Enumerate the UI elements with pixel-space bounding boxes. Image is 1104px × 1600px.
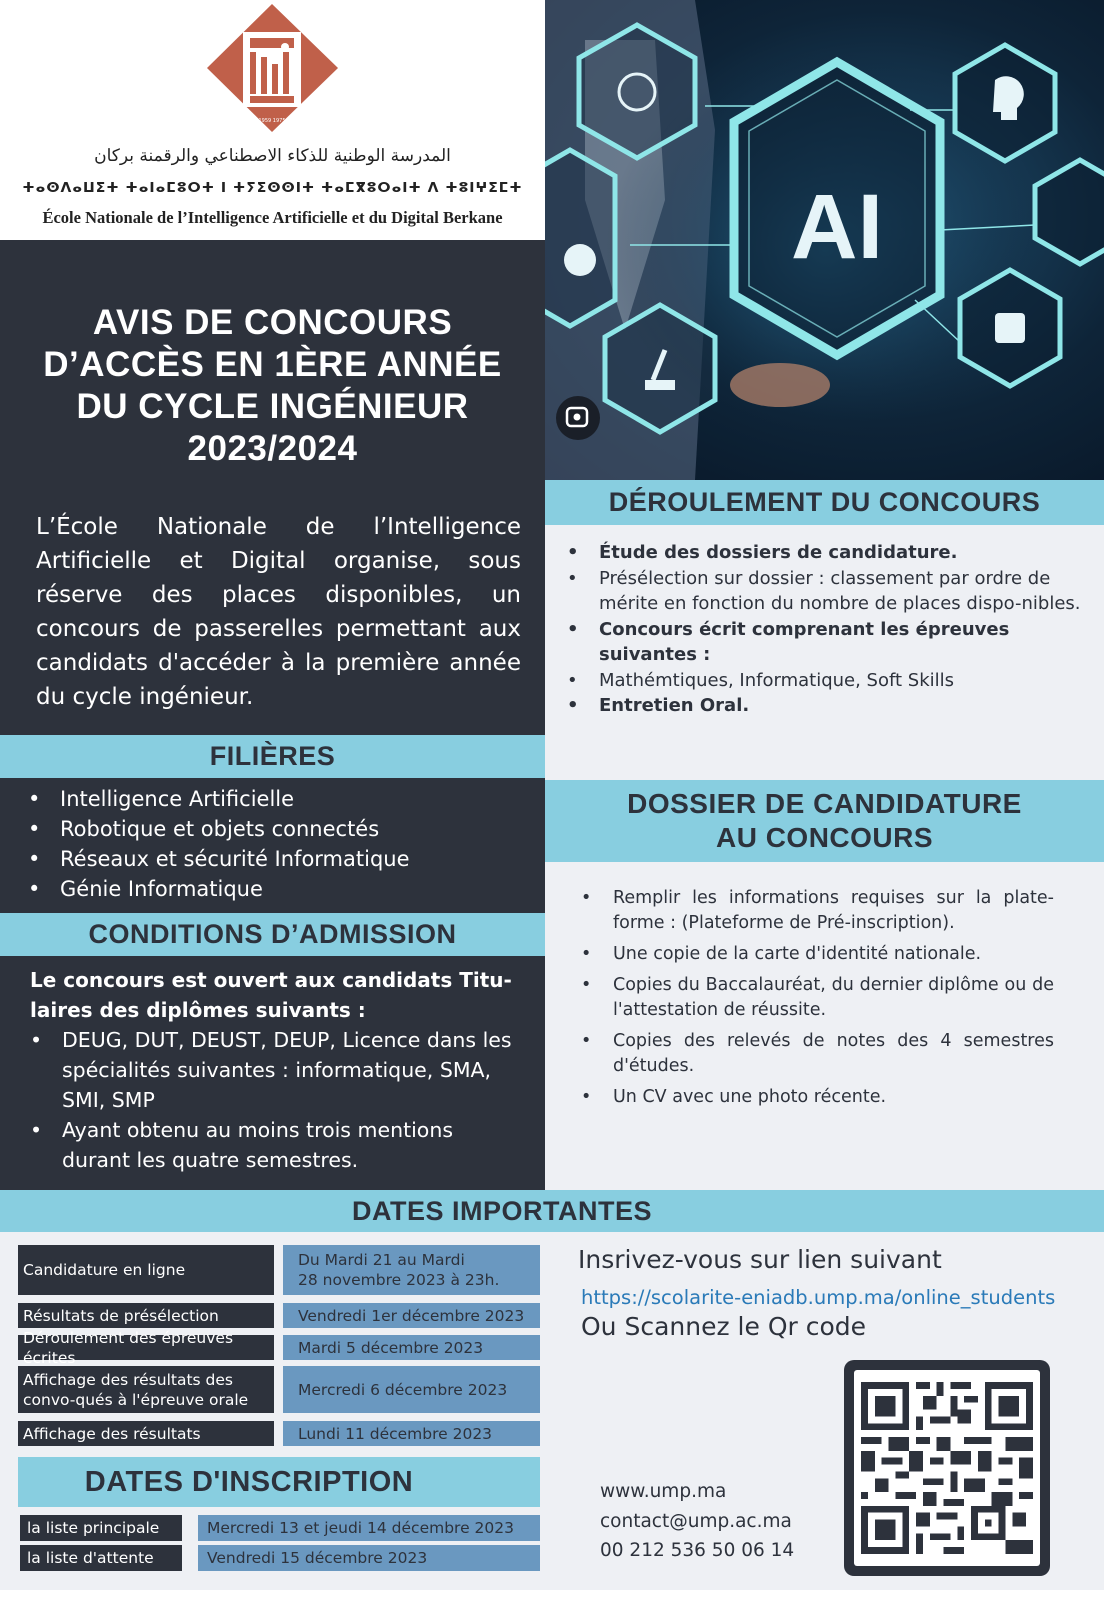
list-item: • Réseaux et sécurité Informatique [28,844,545,874]
brain-hexagon [1035,160,1104,264]
list-item: • Un CV avec une photo récente. [581,1085,1054,1110]
qr-code[interactable] [844,1360,1050,1576]
title-line: AVIS DE CONCOURS [92,303,453,342]
contact-email[interactable]: contact@ump.ac.ma [600,1510,792,1532]
filieres-list [0,778,545,913]
registration-link[interactable]: https://scolarite-eniadb.ump.ma/online_students [581,1286,1056,1309]
list-item: • Remplir les informations requises sur la plate-forme : (Plateforme de Pré-inscription). [581,886,1054,936]
date-label: Affichage des résultats [18,1421,274,1446]
page-title [0,302,545,470]
deroulement-panel [545,525,1104,780]
list-item: • Présélection sur dossier : classement par ordre de mérite en fonction du nombre de places dispo-nibles. [567,566,1084,617]
contact-block [600,1477,794,1566]
intro-paragraph: L’École Nationale de l’Intelligence Artificielle et Digital organise, sous réserve des places disponibles, un concours de passerelles permettant aux candidats d'accéder à la première année du cycle ingénieur. [36,514,521,710]
dossier-panel [545,862,1104,1190]
inscription-label: la liste d'attente [20,1545,182,1571]
filieres-heading: FILIÈRES [0,735,545,778]
list-item: • Ayant obtenu au moins trois mentions durant les quatre semestres. [30,1115,525,1175]
inscription-label: la liste principale [20,1515,182,1541]
date-label: Candidature en ligne [18,1245,274,1295]
inscription-value: Vendredi 15 décembre 2023 [198,1545,540,1571]
list-item: • Une copie de la carte d'identité nationale. [581,942,1054,967]
date-value: Vendredi 1er décembre 2023 [283,1303,540,1328]
title-line: 2023/2024 [187,429,358,468]
contact-website[interactable]: www.ump.ma [600,1481,727,1502]
date-value: Du Mardi 21 au Mardi 28 novembre 2023 à 23h. [283,1245,540,1295]
dates-heading [0,1190,1104,1232]
logo-years: 1959 1975 [258,118,286,124]
conditions-lead: Le concours est ouvert aux candidats Titu-laires des diplômes suivants : [30,968,512,1022]
gear-hexagon [545,150,615,326]
qr-intro: Ou Scannez le Qr code [581,1312,867,1341]
deroulement-heading: DÉROULEMENT DU CONCOURS [545,480,1104,525]
list-item: • Entretien Oral. [567,693,1084,719]
school-name-tifinagh: ⵜⴰⵙⴷⴰⵡⵉⵜ ⵜⴰⵏⴰⵎⵓⵔⵜ ⵏ ⵜⵢⵉⵙⵙⵏⵜ ⵜⴰⵎⴳⵓⵔⴰⵏⵜ ⴷ ⵜⵓⵏⵖⵉⵎⵜ [22,180,523,196]
school-logo [205,2,340,134]
date-value: Mardi 5 décembre 2023 [283,1335,540,1360]
conditions-heading: CONDITIONS D’ADMISSION [0,913,545,956]
ai-illustration [545,0,1104,480]
date-value: Lundi 11 décembre 2023 [283,1421,540,1446]
list-item: • DEUG, DUT, DEUST, DEUP, Licence dans les spécialités suivantes : informatique, SMA, SMI, SMP [30,1025,525,1115]
inscription-heading-text: DATES D'INSCRIPTION [84,1465,414,1498]
dossier-heading [545,780,1104,862]
date-label: Déroulement des épreuves écrites [18,1335,274,1360]
list-item: • Intelligence Artificielle [28,784,545,814]
date-label: Affichage des résultats des convo-qués à l'épreuve orale [18,1366,274,1413]
contact-phone: 00 212 536 50 06 14 [600,1540,795,1561]
date-label: Résultats de présélection [18,1303,274,1328]
title-line: D’ACCÈS EN 1ÈRE ANNÉE [43,345,502,384]
list-item: • Robotique et objets connectés [28,814,545,844]
list-item: • Copies des relevés de notes des 4 semestres d'études. [581,1029,1054,1079]
list-item: • Concours écrit comprenant les épreuves suivantes : [567,617,1084,668]
dossier-heading-line: AU CONCOURS [715,822,934,853]
registration-intro: Insrivez-vous sur lien suivant [578,1245,942,1274]
dates-heading-text: DATES IMPORTANTES [351,1195,652,1226]
qr-code-icon [861,1377,1033,1559]
list-item: • Étude des dossiers de candidature. [567,540,1084,566]
list-item: • Génie Informatique [28,874,545,904]
school-header [0,0,545,240]
inscription-heading [18,1457,540,1507]
title-line: DU CYCLE INGÉNIEUR [76,387,469,426]
footer-strip [0,1590,1104,1600]
list-item: • Mathémtiques, Informatique, Soft Skills [567,668,1084,694]
intro-panel [0,240,545,735]
inscription-value: Mercredi 13 et jeudi 14 décembre 2023 [198,1515,540,1541]
list-item: • Copies du Baccalauréat, du dernier diplôme ou de l'attestation de réussite. [581,973,1054,1023]
date-value: Mercredi 6 décembre 2023 [283,1366,540,1413]
school-name-arabic: المدرسة الوطنية للذكاء الاصطناعي والرقمنة بركان [94,146,451,166]
dossier-heading-line: DOSSIER DE CANDIDATURE [627,788,1022,819]
school-name-french: École Nationale de l’Intelligence Artificielle et du Digital Berkane [42,208,503,227]
conditions-panel [0,956,545,1190]
ai-hero-image [545,0,1104,480]
ai-label: AI [791,176,883,278]
